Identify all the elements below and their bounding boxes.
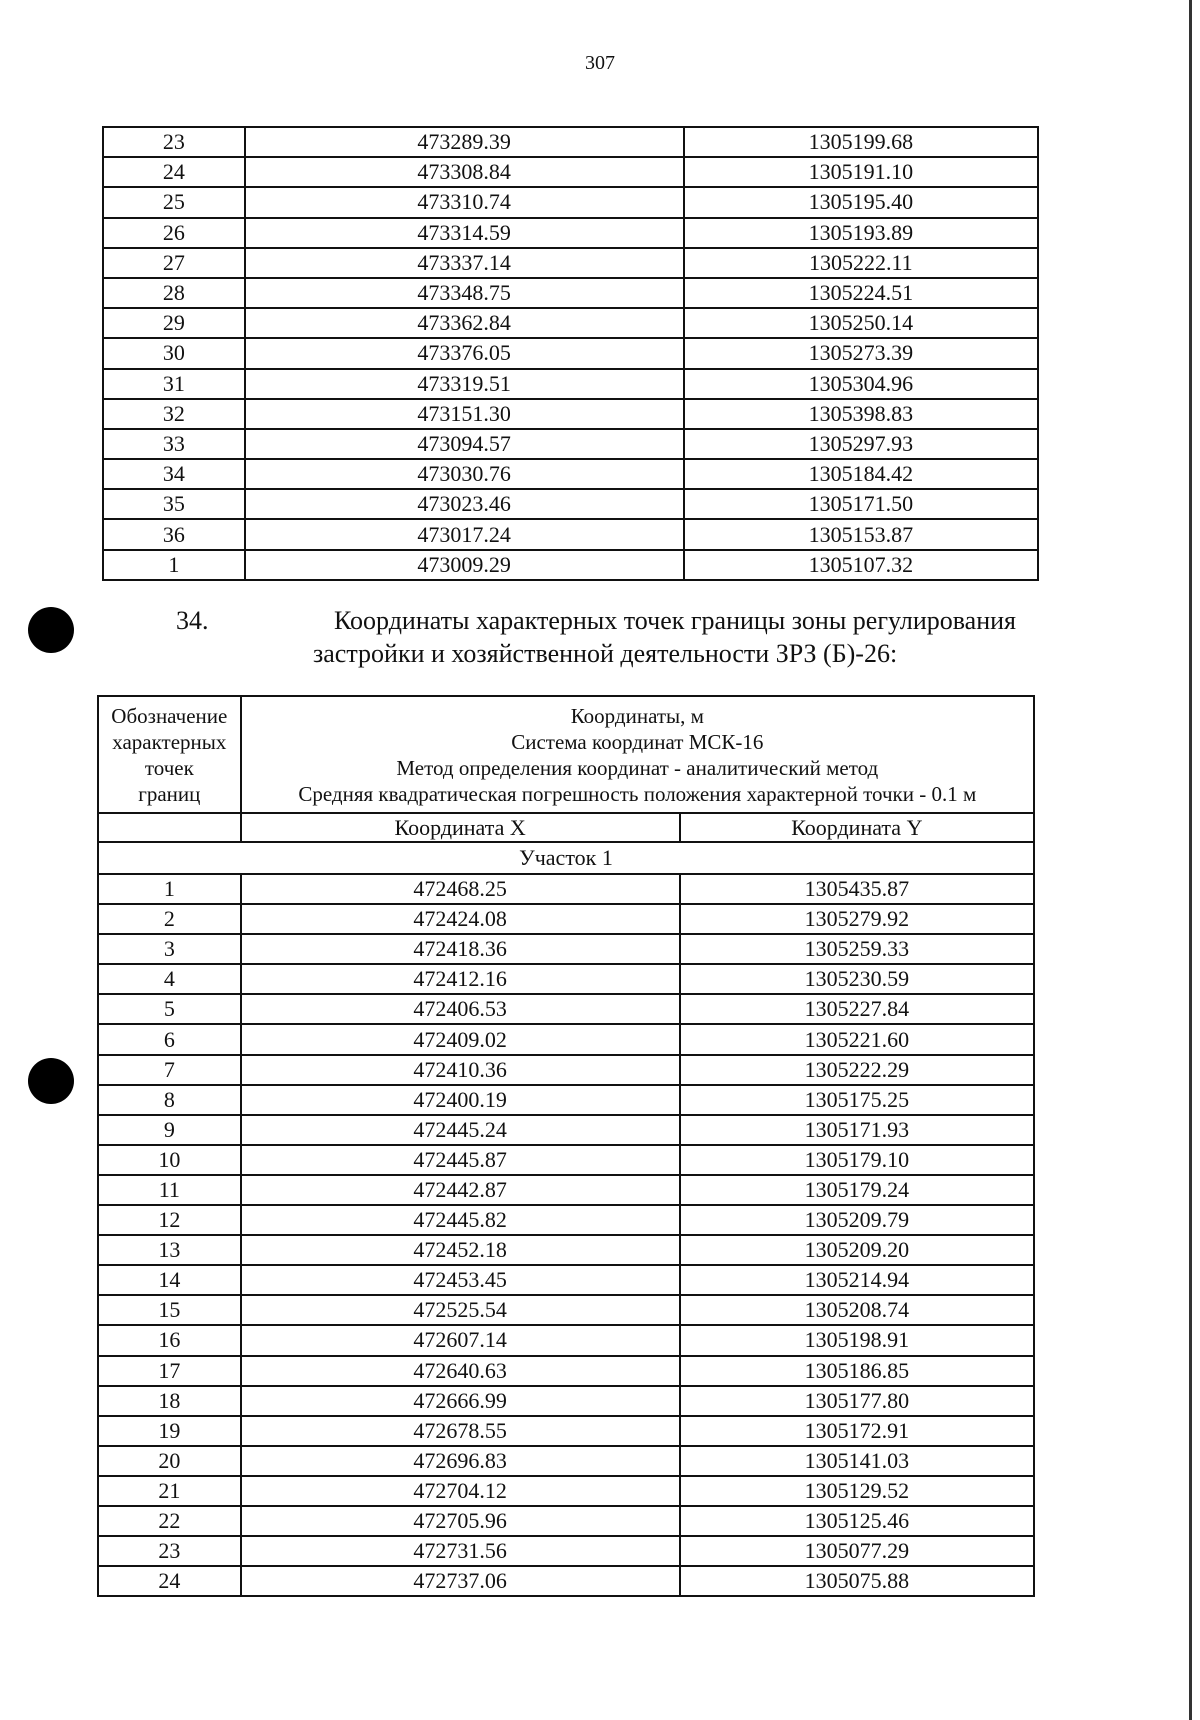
table-row (103, 550, 1038, 580)
table-row (103, 459, 1038, 489)
coordinate-x: 473348.75 (245, 278, 684, 308)
coordinate-y: 1305304.96 (684, 369, 1038, 399)
coordinate-x: 472453.45 (241, 1265, 680, 1295)
table-row (103, 157, 1038, 187)
point-number: 29 (103, 308, 245, 338)
point-number: 20 (98, 1446, 241, 1476)
table-row (98, 1566, 1034, 1596)
table-row (103, 308, 1038, 338)
table-row (103, 429, 1038, 459)
table-row (98, 1115, 1034, 1145)
coordinate-x: 472696.83 (241, 1446, 680, 1476)
table-row (98, 1235, 1034, 1265)
point-number: 31 (103, 369, 245, 399)
coordinate-x: 473030.76 (245, 459, 684, 489)
point-number: 5 (98, 994, 241, 1024)
point-number: 12 (98, 1205, 241, 1235)
coordinate-x: 472418.36 (241, 934, 680, 964)
coordinate-y: 1305175.25 (680, 1085, 1034, 1115)
coordinate-x: 473310.74 (245, 187, 684, 217)
coordinate-y: 1305227.84 (680, 994, 1034, 1024)
point-number: 35 (103, 489, 245, 519)
page-edge-line (1189, 0, 1192, 1720)
coordinate-x: 472445.82 (241, 1205, 680, 1235)
column-header-x: Координата X (241, 813, 680, 842)
coordinate-y: 1305177.80 (680, 1386, 1034, 1416)
table-row (103, 369, 1038, 399)
coordinate-y: 1305209.79 (680, 1205, 1034, 1235)
coordinate-x: 473009.29 (245, 550, 684, 580)
section-title-line1: Координаты характерных точек границы зоны регулирования (334, 606, 1016, 635)
table-row (98, 1024, 1034, 1054)
coordinate-x: 472640.63 (241, 1356, 680, 1386)
coordinate-x: 472406.53 (241, 994, 680, 1024)
coordinates-table (97, 695, 1035, 1597)
table-row (98, 1356, 1034, 1386)
table-row (98, 1205, 1034, 1235)
coordinate-x: 473023.46 (245, 489, 684, 519)
coordinate-x: 473314.59 (245, 218, 684, 248)
table-row (103, 338, 1038, 368)
table-row (103, 248, 1038, 278)
point-number: 7 (98, 1055, 241, 1085)
header-label-line: точек (144, 755, 194, 780)
coordinate-y: 1305221.60 (680, 1024, 1034, 1054)
punch-hole-top (28, 607, 74, 653)
header-info-line: Координаты, м (570, 703, 704, 728)
coordinate-y: 1305129.52 (680, 1476, 1034, 1506)
table-row (98, 1295, 1034, 1325)
table-row (103, 127, 1038, 157)
coordinate-y: 1305259.33 (680, 934, 1034, 964)
coordinate-y: 1305199.68 (684, 127, 1038, 157)
table-row (98, 904, 1034, 934)
point-number: 23 (103, 127, 245, 157)
point-number: 36 (103, 519, 245, 549)
coordinate-y: 1305398.83 (684, 399, 1038, 429)
table-row (98, 1265, 1034, 1295)
header-info-line: Система координат МСК-16 (511, 729, 764, 754)
coordinates-table-continued (102, 126, 1039, 581)
point-number: 32 (103, 399, 245, 429)
point-number: 8 (98, 1085, 241, 1115)
point-number: 23 (98, 1536, 241, 1566)
coordinate-x: 472424.08 (241, 904, 680, 934)
coordinate-y: 1305230.59 (680, 964, 1034, 994)
point-number: 6 (98, 1024, 241, 1054)
coordinate-y: 1305193.89 (684, 218, 1038, 248)
coordinate-x: 472445.87 (241, 1145, 680, 1175)
coordinate-y: 1305141.03 (680, 1446, 1034, 1476)
coordinate-y: 1305125.46 (680, 1506, 1034, 1536)
coordinate-x: 473289.39 (245, 127, 684, 157)
coordinate-y: 1305195.40 (684, 187, 1038, 217)
coordinate-x: 472678.55 (241, 1416, 680, 1446)
table-row (98, 1055, 1034, 1085)
point-number: 24 (98, 1566, 241, 1596)
point-number: 19 (98, 1416, 241, 1446)
coordinate-x: 472737.06 (241, 1566, 680, 1596)
point-number: 34 (103, 459, 245, 489)
coordinate-y: 1305186.85 (680, 1356, 1034, 1386)
coordinate-x: 472705.96 (241, 1506, 680, 1536)
table-row (98, 964, 1034, 994)
table-row (98, 1506, 1034, 1536)
coordinate-y: 1305077.29 (680, 1536, 1034, 1566)
coordinate-x: 472412.16 (241, 964, 680, 994)
point-number: 26 (103, 218, 245, 248)
coordinate-y: 1305171.50 (684, 489, 1038, 519)
point-number: 15 (98, 1295, 241, 1325)
table-row (103, 399, 1038, 429)
coordinate-y: 1305224.51 (684, 278, 1038, 308)
coordinate-x: 473376.05 (245, 338, 684, 368)
header-point-label (98, 696, 241, 813)
coordinate-x: 473308.84 (245, 157, 684, 187)
coordinate-x: 472607.14 (241, 1325, 680, 1355)
table-row (98, 1476, 1034, 1506)
table-row (98, 994, 1034, 1024)
point-number: 4 (98, 964, 241, 994)
table-row (98, 1175, 1034, 1205)
table-row (98, 874, 1034, 904)
point-number: 9 (98, 1115, 241, 1145)
table-row (98, 1325, 1034, 1355)
coordinate-y: 1305214.94 (680, 1265, 1034, 1295)
table-row (103, 187, 1038, 217)
coordinate-y: 1305209.20 (680, 1235, 1034, 1265)
coordinate-y: 1305172.91 (680, 1416, 1034, 1446)
table-row (98, 1085, 1034, 1115)
table-row (98, 1145, 1034, 1175)
point-number: 28 (103, 278, 245, 308)
coordinate-y: 1305273.39 (684, 338, 1038, 368)
header-coordinates-info (241, 696, 1034, 813)
coordinate-y: 1305250.14 (684, 308, 1038, 338)
header-label-line: границ (138, 781, 201, 806)
table-row (98, 1416, 1034, 1446)
point-number: 25 (103, 187, 245, 217)
coordinate-x: 472410.36 (241, 1055, 680, 1085)
point-number: 2 (98, 904, 241, 934)
coordinate-y: 1305208.74 (680, 1295, 1034, 1325)
coordinate-y: 1305184.42 (684, 459, 1038, 489)
header-label-line: Обозначение (111, 703, 228, 728)
header-info-line: Средняя квадратическая погрешность положения характерной точки - 0.1 м (298, 781, 977, 806)
point-number: 22 (98, 1506, 241, 1536)
page-number: 307 (585, 52, 615, 74)
table-row (103, 519, 1038, 549)
coordinate-x: 472445.24 (241, 1115, 680, 1145)
table-row (103, 489, 1038, 519)
coordinate-x: 473319.51 (245, 369, 684, 399)
coordinate-x: 472409.02 (241, 1024, 680, 1054)
section-label: Участок 1 (98, 842, 1034, 874)
coordinate-y: 1305198.91 (680, 1325, 1034, 1355)
coordinate-y: 1305075.88 (680, 1566, 1034, 1596)
table-row (98, 1446, 1034, 1476)
coordinate-y: 1305279.92 (680, 904, 1034, 934)
section-number: 34. (176, 606, 209, 635)
coordinate-x: 472704.12 (241, 1476, 680, 1506)
point-number: 24 (103, 157, 245, 187)
table-header-row (98, 696, 1034, 813)
coordinate-y: 1305435.87 (680, 874, 1034, 904)
subheader-empty-cell (98, 813, 241, 842)
point-number: 21 (98, 1476, 241, 1506)
table-body (98, 696, 1034, 1596)
table-row (98, 1386, 1034, 1416)
point-number: 27 (103, 248, 245, 278)
coordinate-x: 472442.87 (241, 1175, 680, 1205)
coordinate-x: 472400.19 (241, 1085, 680, 1115)
coordinate-x: 472731.56 (241, 1536, 680, 1566)
coordinate-x: 472452.18 (241, 1235, 680, 1265)
point-number: 16 (98, 1325, 241, 1355)
point-number: 1 (98, 874, 241, 904)
coordinate-x: 473362.84 (245, 308, 684, 338)
section-title-line2: застройки и хозяйственной деятельности ЗРЗ (Б)-26: (313, 639, 898, 668)
table-subheader-row (98, 813, 1034, 842)
point-number: 14 (98, 1265, 241, 1295)
coordinate-y: 1305297.93 (684, 429, 1038, 459)
coordinate-y: 1305179.24 (680, 1175, 1034, 1205)
point-number: 1 (103, 550, 245, 580)
coordinate-x: 473151.30 (245, 399, 684, 429)
coordinate-y: 1305222.29 (680, 1055, 1034, 1085)
coordinate-x: 473094.57 (245, 429, 684, 459)
header-info-line: Метод определения координат - аналитический метод (396, 755, 879, 780)
point-number: 3 (98, 934, 241, 964)
column-header-y: Координата Y (680, 813, 1034, 842)
point-number: 18 (98, 1386, 241, 1416)
coordinate-y: 1305222.11 (684, 248, 1038, 278)
coordinate-x: 473337.14 (245, 248, 684, 278)
table-section-row (98, 842, 1034, 874)
point-number: 30 (103, 338, 245, 368)
coordinate-y: 1305171.93 (680, 1115, 1034, 1145)
coordinate-x: 472666.99 (241, 1386, 680, 1416)
point-number: 17 (98, 1356, 241, 1386)
coordinate-x: 472468.25 (241, 874, 680, 904)
coordinate-y: 1305153.87 (684, 519, 1038, 549)
point-number: 13 (98, 1235, 241, 1265)
coordinate-y: 1305191.10 (684, 157, 1038, 187)
table-body (103, 127, 1038, 580)
table-row (103, 218, 1038, 248)
coordinate-x: 472525.54 (241, 1295, 680, 1325)
point-number: 11 (98, 1175, 241, 1205)
point-number: 33 (103, 429, 245, 459)
table-row (103, 278, 1038, 308)
table-row (98, 934, 1034, 964)
table-row (98, 1536, 1034, 1566)
coordinate-x: 473017.24 (245, 519, 684, 549)
punch-hole-bottom (28, 1058, 74, 1104)
coordinate-y: 1305179.10 (680, 1145, 1034, 1175)
coordinate-y: 1305107.32 (684, 550, 1038, 580)
header-label-line: характерных (112, 729, 227, 754)
point-number: 10 (98, 1145, 241, 1175)
